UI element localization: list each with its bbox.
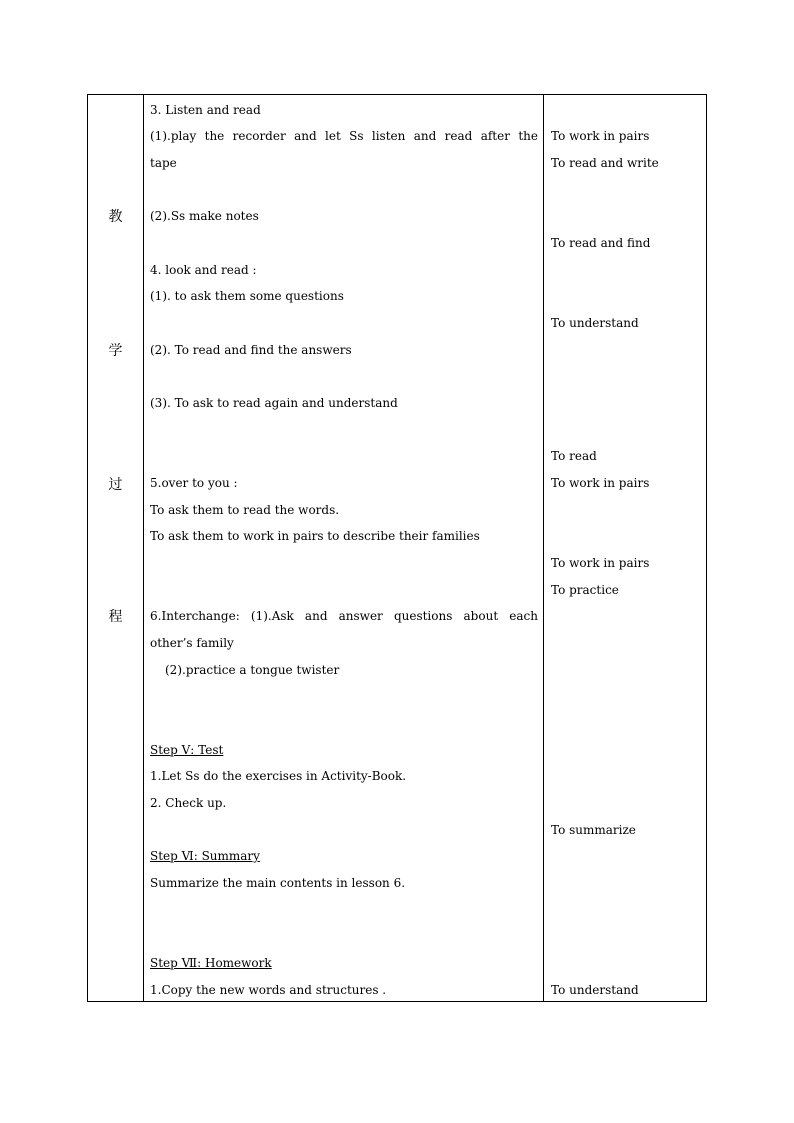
activity-line: 1.Let Ss do the exercises in Activity-Book. xyxy=(150,769,407,783)
student-activity: To read and write xyxy=(551,156,659,170)
activity-line: (1).play the recorder and let Ss listen and read after the xyxy=(150,129,538,143)
activity-line: 1.Copy the new words and structures . xyxy=(150,983,387,997)
activity-line: To ask them to work in pairs to describe their families xyxy=(150,529,480,543)
activity-line: (1). to ask them some questions xyxy=(150,289,344,303)
step-test-heading: Step Ⅴ: Test xyxy=(150,743,224,757)
column-divider-right xyxy=(543,95,544,1001)
student-activity: To work in pairs xyxy=(551,129,650,143)
activity-line: other’s family xyxy=(150,636,234,650)
activity-line: (2).Ss make notes xyxy=(150,209,259,223)
step-over-to-you-heading: 5.over to you : xyxy=(150,476,238,490)
side-label-cheng: 程 xyxy=(108,609,123,625)
step-summary-heading: Step Ⅵ: Summary xyxy=(150,849,260,863)
activity-line: (3). To ask to read again and understand xyxy=(150,396,398,410)
side-label-guo: 过 xyxy=(108,477,123,493)
student-activity: To read xyxy=(551,449,597,463)
column-divider-left xyxy=(143,95,144,1001)
activity-line: (2). To read and find the answers xyxy=(150,343,352,357)
student-activity: To summarize xyxy=(551,823,636,837)
student-activity: To understand xyxy=(551,316,639,330)
side-label-xue: 学 xyxy=(108,343,123,359)
step-listen-read-heading: 3. Listen and read xyxy=(150,103,261,117)
step-interchange-heading: 6.Interchange: (1).Ask and answer questions about each xyxy=(150,609,538,623)
step-homework-heading: Step Ⅶ: Homework xyxy=(150,956,272,970)
lesson-plan-table xyxy=(87,94,707,1002)
step-look-read-heading: 4. look and read : xyxy=(150,263,257,277)
activity-line: (2).practice a tongue twister xyxy=(165,663,340,677)
activity-line: To ask them to read the words. xyxy=(150,503,340,517)
side-label-jiao: 教 xyxy=(108,209,123,225)
activity-line: 2. Check up. xyxy=(150,796,227,810)
activity-line: tape xyxy=(150,156,177,170)
student-activity: To work in pairs xyxy=(551,556,650,570)
student-activity: To practice xyxy=(551,583,619,597)
activity-line: Summarize the main contents in lesson 6. xyxy=(150,876,406,890)
student-activity: To work in pairs xyxy=(551,476,650,490)
student-activity: To understand xyxy=(551,983,639,997)
student-activity: To read and find xyxy=(551,236,651,250)
